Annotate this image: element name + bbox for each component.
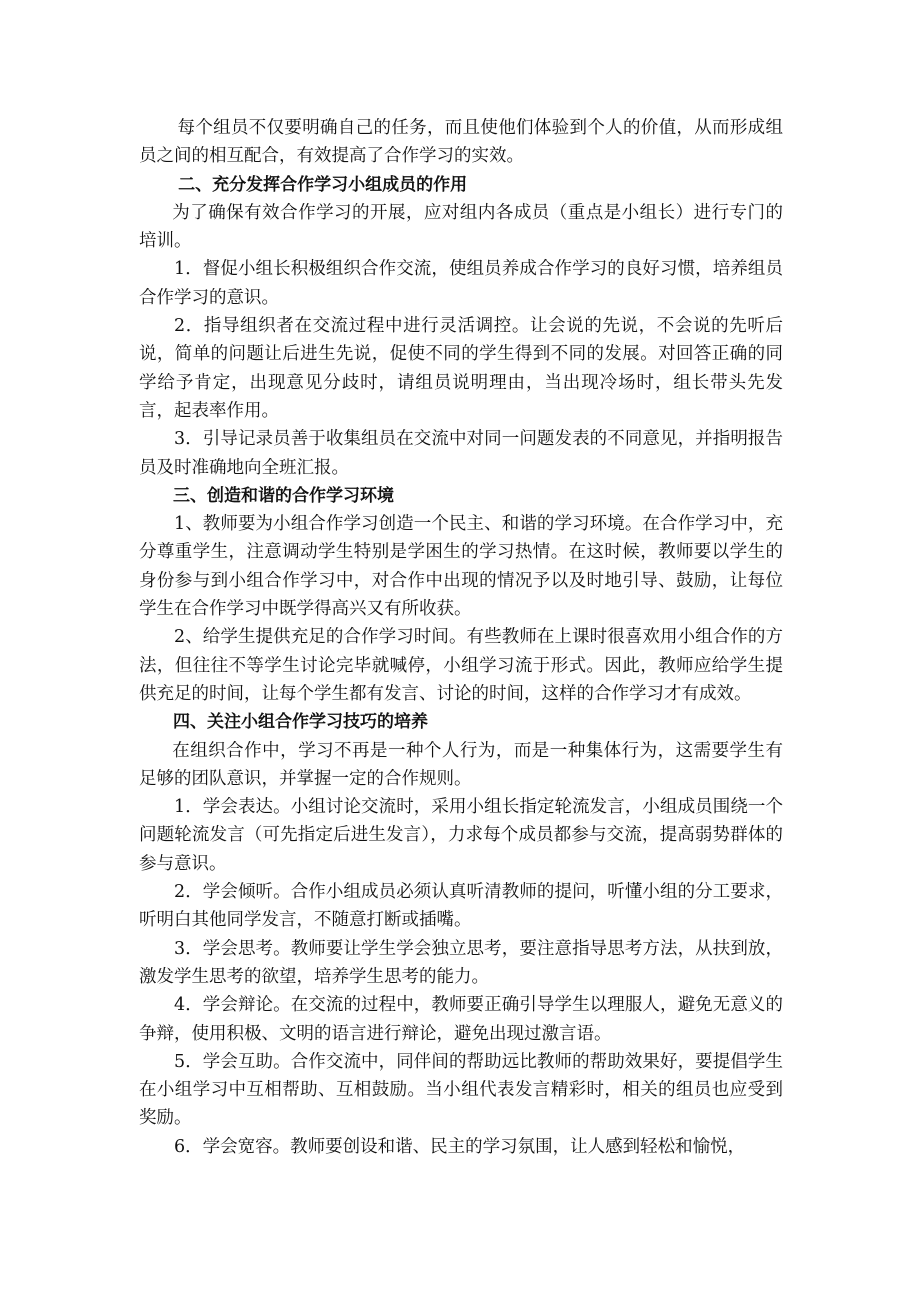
paragraph: 1．督促小组长积极组织合作交流，使组员养成合作学习的良好习惯，培养组员合作学习的意识。 [139, 259, 783, 308]
section-heading: 二、充分发挥合作学习小组成员的作用 [178, 174, 468, 195]
paragraph: 4．学会辩论。在交流的过程中，教师要正确引导学生以理服人，避免无意义的争辩，使用积极、文明的语言进行辩论，避免出现过激言语。 [139, 995, 783, 1044]
paragraph: 2、给学生提供充足的合作学习时间。有些教师在上课时很喜欢用小组合作的方法，但往往不等学生讨论完毕就喊停，小组学习流于形式。因此，教师应给学生提供充足的时间，让每个学生都有发言、讨论的时间，这样的合作学习才有成效。 [139, 627, 783, 704]
paragraph: 每个组员不仅要明确自己的任务，而且使他们体验到个人的价值，从而形成组员之间的相互配合，有效提高了合作学习的实效。 [139, 118, 783, 167]
paragraph: 2．指导组织者在交流过程中进行灵活调控。让会说的先说，不会说的先听后说，简单的问题让后进生先说，促使不同的学生得到不同的发展。对回答正确的同学给予肯定，出现意见分歧时，请组员说明理由，当出现冷场时，组长带头先发言，起表率作用。 [139, 316, 783, 421]
paragraph: 1．学会表达。小组讨论交流时，采用小组长指定轮流发言，小组成员围绕一个问题轮流发言（可先指定后进生发言），力求每个成员都参与交流，提高弱势群体的参与意识。 [139, 797, 783, 874]
paragraph: 3．学会思考。教师要让学生学会独立思考，要注意指导思考方法，从扶到放，激发学生思考的欲望，培养学生思考的能力。 [139, 938, 783, 987]
paragraph: 6．学会宽容。教师要创设和谐、民主的学习氛围，让人感到轻松和愉悦， [174, 1136, 746, 1157]
paragraph: 5．学会互助。合作交流中，同伴间的帮助远比教师的帮助效果好，要提倡学生在小组学习中互相帮助、互相鼓励。当小组代表发言精彩时，相关的组员也应受到奖励。 [139, 1051, 783, 1129]
paragraph: 在组织合作中，学习不再是一种个人行为，而是一种集体行为，这需要学生有足够的团队意识，并掌握一定的合作规则。 [139, 740, 783, 789]
paragraph: 1、教师要为小组合作学习创造一个民主、和谐的学习环境。在合作学习中，充分尊重学生，注意调动学生特别是学困生的学习热情。在这时候，教师要以学生的身份参与到小组合作学习中，对合作中出现的情况予以及时地引导、鼓励，让每位学生在合作学习中既学得高兴又有所收获。 [139, 514, 783, 620]
paragraph: 为了确保有效合作学习的开展，应对组内各成员（重点是小组长）进行专门的培训。 [139, 202, 783, 252]
paragraph: 3．引导记录员善于收集组员在交流中对同一问题发表的不同意见，并指明报告员及时准确地向全班汇报。 [139, 429, 783, 478]
section-heading: 四、关注小组合作学习技巧的培养 [173, 712, 428, 733]
paragraph: 2．学会倾听。合作小组成员必须认真听清教师的提问，听懂小组的分工要求，听明白其他同学发言，不随意打断或插嘴。 [139, 882, 783, 931]
section-heading: 三、创造和谐的合作学习环境 [173, 485, 394, 506]
document-body [139, 114, 783, 1161]
